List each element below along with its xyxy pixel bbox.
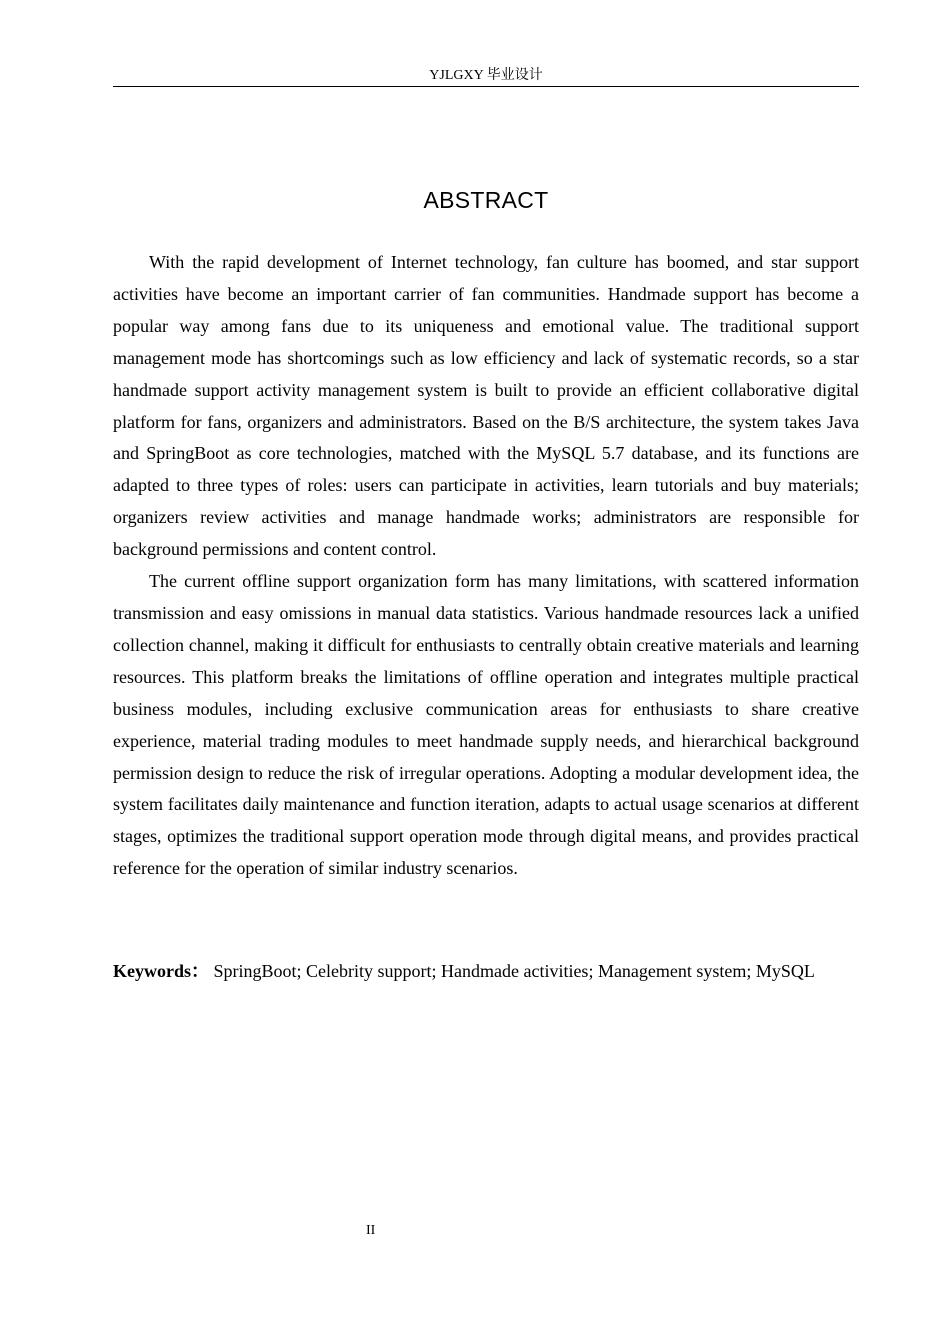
keywords-label: Keywords：	[113, 961, 209, 981]
abstract-paragraph-2: The current offline support organization form has many limitations, with scattered information transmission and easy omissions in manual data statistics. Various handmade resources lack a unified collection channel, making it difficult for enthusiasts to centrally obtain creative materials and learning resources. This platform breaks the limitations of offline operation and integrates multiple practical business modules, including exclusive communication areas for enthusiasts to share creative experience, material trading modules to meet handmade supply needs, and hierarchical background permission design to reduce the risk of irregular operations. Adopting a modular development idea, the system facilitates daily maintenance and function iteration, adapts to actual usage scenarios at different stages, optimizes the traditional support operation mode through digital means, and provides practical reference for the operation of similar industry scenarios.	[113, 571, 859, 879]
keywords-value: SpringBoot; Celebrity support; Handmade activities; Management system; MySQL	[213, 961, 815, 981]
abstract-body	[113, 247, 859, 885]
page-header: YJLGXY 毕业设计	[429, 68, 543, 83]
page-number: II	[366, 1223, 376, 1238]
abstract-paragraph-1: With the rapid development of Internet technology, fan culture has boomed, and star support activities have become an important carrier of fan communities. Handmade support has become a popular way among fans due to its uniqueness and emotional value. The traditional support management mode has shortcomings such as low efficiency and lack of systematic records, so a star handmade support activity management system is built to provide an efficient collaborative digital platform for fans, organizers and administrators. Based on the B/S architecture, the system takes Java and SpringBoot as core technologies, matched with the MySQL 5.7 database, and its functions are adapted to three types of roles: users can participate in activities, learn tutorials and buy materials; organizers review activities and manage handmade works; administrators are responsible for background permissions and content control.	[113, 252, 859, 560]
keywords-line	[113, 954, 859, 989]
header-divider	[113, 86, 859, 87]
abstract-title: ABSTRACT	[423, 187, 549, 213]
